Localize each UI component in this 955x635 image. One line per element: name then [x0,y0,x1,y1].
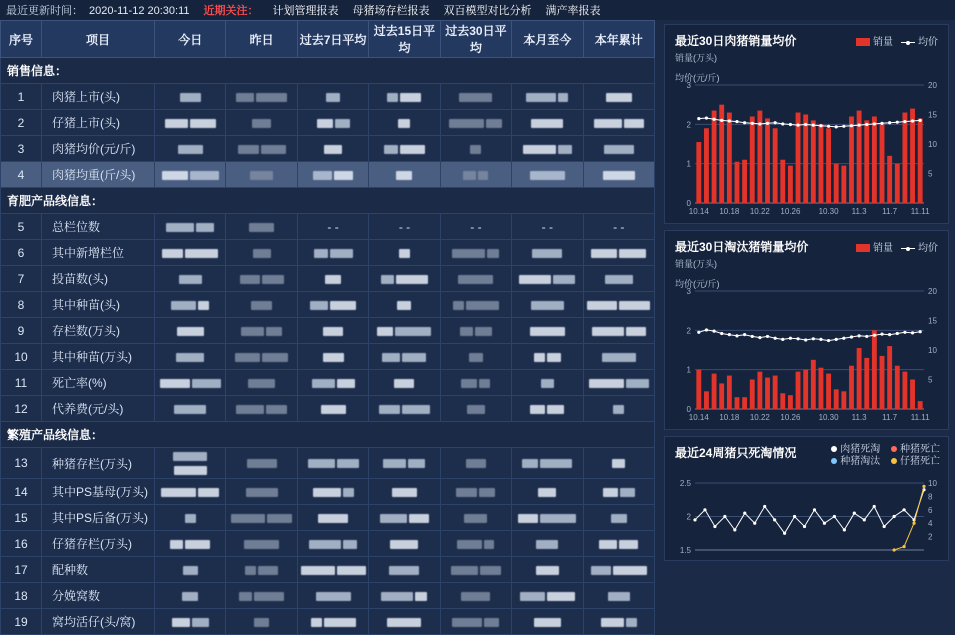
legend-bar-sales-2: 销量 [856,239,893,254]
svg-text:10.22: 10.22 [749,413,770,422]
section-title: 销售信息： [1,58,655,84]
row-value-cell [440,162,511,188]
chart1-title: 最近30日肉猪销量均价 [675,34,797,48]
row-value-cell [155,479,226,505]
row-item-name: 其中种苗(万头) [42,344,155,370]
svg-text:15: 15 [928,316,937,326]
row-value-cell [583,162,654,188]
legend-piglet-death: 仔猪死亡 [891,456,940,467]
row-value-cell [155,318,226,344]
svg-text:5: 5 [928,169,933,179]
link-sow-farm-report[interactable]: 母猪场存栏报表 [352,5,430,17]
table-row[interactable] [1,136,655,162]
svg-text:10: 10 [928,140,937,149]
svg-text:11.7: 11.7 [882,207,898,216]
row-index: 16 [1,531,42,557]
chart3-title: 最近24周猪只死淘情况 [675,446,797,460]
row-value-cell [369,479,440,505]
svg-text:10.18: 10.18 [719,207,740,216]
row-value-cell [440,240,511,266]
row-value-cell [512,110,583,136]
svg-text:2: 2 [928,532,933,542]
row-value-cell [369,240,440,266]
row-index: 14 [1,479,42,505]
row-value-cell [583,344,654,370]
table-row[interactable] [1,240,655,266]
row-value-cell [512,479,583,505]
svg-text:20: 20 [928,287,937,296]
row-item-name: 仔猪上市(头) [42,110,155,136]
row-value-cell [369,318,440,344]
table-section-header [1,422,655,448]
row-value-cell [297,240,368,266]
table-row[interactable] [1,214,655,240]
row-value-cell [226,505,297,531]
svg-text:10: 10 [928,479,937,488]
row-value-cell [297,110,368,136]
col-avg15: 过去15日平均 [369,21,440,58]
row-value-cell [226,448,297,479]
table-row[interactable] [1,531,655,557]
row-value-cell [583,479,654,505]
row-value-cell [512,531,583,557]
row-value-cell [297,557,368,583]
row-value-cell [226,557,297,583]
row-value-cell [583,370,654,396]
row-value-cell [297,479,368,505]
chart2-ylabel: 销量(万头) [675,259,717,269]
svg-text:11.11: 11.11 [910,207,930,216]
row-value-cell [583,110,654,136]
link-plan-report[interactable]: 计划管理报表 [272,5,339,17]
row-value-cell [369,609,440,635]
update-label: 最近更新时间： [6,5,83,17]
row-value-cell [440,292,511,318]
row-value-cell [155,136,226,162]
svg-text:10.18: 10.18 [719,413,740,422]
row-value-cell: - - [440,214,511,240]
legend-line-price: 均价 [901,33,938,48]
col-month: 本月至今 [512,21,583,58]
row-index: 2 [1,110,42,136]
chart3-legend [831,444,940,468]
row-index: 15 [1,505,42,531]
row-value-cell [512,162,583,188]
row-value-cell [155,505,226,531]
row-value-cell [226,240,297,266]
legend-line-price-2: 均价 [901,239,938,254]
row-value-cell [226,318,297,344]
row-value-cell [155,84,226,110]
table-row[interactable] [1,448,655,479]
row-value-cell [297,505,368,531]
row-index: 7 [1,266,42,292]
row-value-cell [583,609,654,635]
row-value-cell [583,448,654,479]
row-value-cell [440,84,511,110]
row-index: 10 [1,344,42,370]
row-item-name: 投苗数(头) [42,266,155,292]
chart2-title: 最近30日淘汰猪销量均价 [675,240,809,254]
row-value-cell [226,609,297,635]
row-value-cell [297,531,368,557]
table-row[interactable] [1,609,655,635]
svg-text:10.22: 10.22 [749,207,770,216]
row-index: 9 [1,318,42,344]
row-value-cell [297,344,368,370]
row-value-cell [583,531,654,557]
legend-boar-cull: 种猪淘汰 [831,456,880,467]
row-value-cell [512,505,583,531]
svg-text:0: 0 [686,199,691,208]
row-item-name: 总栏位数 [42,214,155,240]
chart2-y2label: 均价(元/斤) [675,279,720,289]
row-value-cell [155,583,226,609]
row-value-cell [155,370,226,396]
table-row[interactable] [1,583,655,609]
row-value-cell [226,162,297,188]
svg-text:10.14: 10.14 [688,207,709,216]
row-value-cell [440,370,511,396]
row-value-cell [297,396,368,422]
table-section-header [1,58,655,84]
row-value-cell [226,110,297,136]
section-title: 繁殖产品线信息： [1,422,655,448]
svg-text:2: 2 [686,326,691,336]
table-section-header [1,188,655,214]
row-value-cell [512,396,583,422]
row-index: 18 [1,583,42,609]
col-avg7: 过去7日平均 [297,21,368,58]
row-value-cell [583,505,654,531]
row-item-name: 肉猪均重(斤/头) [42,162,155,188]
row-value-cell [440,448,511,479]
col-avg30: 过去30日平均 [440,21,511,58]
row-value-cell [512,583,583,609]
row-value-cell [512,609,583,635]
top-status-bar [0,0,955,20]
svg-text:3: 3 [686,287,691,296]
row-value-cell [583,318,654,344]
table-row[interactable] [1,162,655,188]
row-value-cell [440,396,511,422]
row-value-cell: - - [583,214,654,240]
row-value-cell [297,370,368,396]
svg-text:11.11: 11.11 [910,413,930,422]
row-value-cell [226,136,297,162]
row-value-cell [440,609,511,635]
svg-text:8: 8 [928,492,933,502]
row-value-cell [369,448,440,479]
focus-label: 近期关注： [203,5,259,17]
col-item: 项目 [42,21,155,58]
row-index: 12 [1,396,42,422]
table-row[interactable] [1,84,655,110]
row-value-cell [440,505,511,531]
row-value-cell [155,240,226,266]
row-value-cell [155,162,226,188]
row-value-cell [440,557,511,583]
svg-text:0: 0 [686,405,691,414]
row-value-cell [440,344,511,370]
svg-text:20: 20 [928,81,937,90]
chart1-y2label: 均价(元/斤) [675,73,720,83]
row-value-cell [369,110,440,136]
row-value-cell [369,557,440,583]
row-index: 4 [1,162,42,188]
chart2-legend [856,239,938,254]
row-value-cell [583,583,654,609]
svg-text:4: 4 [928,519,933,529]
table-header-row [1,21,655,58]
row-value-cell: - - [512,214,583,240]
row-index: 13 [1,448,42,479]
row-value-cell: - - [297,214,368,240]
row-item-name: 配种数 [42,557,155,583]
row-item-name: 代养费(元/头) [42,396,155,422]
row-item-name: 肉猪均价(元/斤) [42,136,155,162]
link-model-compare[interactable]: 双百模型对比分析 [443,5,532,17]
row-value-cell [583,292,654,318]
row-value-cell [369,505,440,531]
update-time-block [6,2,190,18]
row-value-cell [369,396,440,422]
row-value-cell [512,266,583,292]
row-value-cell [226,583,297,609]
row-index: 6 [1,240,42,266]
col-today: 今日 [155,21,226,58]
row-value-cell: - - [369,214,440,240]
row-value-cell [512,136,583,162]
row-item-name: 其中PS后备(万头) [42,505,155,531]
chart-panel-mortality [664,436,949,561]
row-value-cell [155,214,226,240]
svg-text:11.3: 11.3 [851,413,867,422]
row-index: 1 [1,84,42,110]
row-value-cell [155,609,226,635]
table-row[interactable] [1,505,655,531]
row-index: 3 [1,136,42,162]
row-value-cell [226,292,297,318]
table-row[interactable] [1,557,655,583]
row-item-name: 死亡率(%) [42,370,155,396]
row-value-cell [440,318,511,344]
metrics-table-panel [0,20,660,629]
row-value-cell [583,84,654,110]
legend-bar-sales: 销量 [856,33,893,48]
row-value-cell [226,344,297,370]
row-value-cell [297,583,368,609]
row-value-cell [369,136,440,162]
table-row[interactable] [1,292,655,318]
row-value-cell [155,110,226,136]
row-value-cell [512,344,583,370]
row-item-name: 肉猪上市(头) [42,84,155,110]
link-capacity-report[interactable]: 满产率报表 [545,5,601,17]
row-value-cell [155,266,226,292]
svg-text:5: 5 [928,375,933,385]
svg-text:11.7: 11.7 [882,413,898,422]
svg-text:15: 15 [928,110,937,120]
row-value-cell [583,136,654,162]
charts-column [660,20,955,563]
chart1-legend [856,33,938,48]
row-value-cell [440,531,511,557]
row-value-cell [226,214,297,240]
row-value-cell [440,110,511,136]
row-value-cell [297,84,368,110]
row-item-name: 其中种苗(头) [42,292,155,318]
row-value-cell [226,370,297,396]
row-value-cell [155,396,226,422]
row-value-cell [512,318,583,344]
row-value-cell [369,531,440,557]
row-index: 11 [1,370,42,396]
row-value-cell [226,84,297,110]
row-value-cell [512,448,583,479]
svg-text:11.3: 11.3 [851,207,867,216]
table-row[interactable] [1,370,655,396]
row-value-cell [297,448,368,479]
row-value-cell [297,162,368,188]
row-value-cell [297,318,368,344]
row-value-cell [226,266,297,292]
svg-text:10.30: 10.30 [818,207,839,216]
row-value-cell [155,292,226,318]
metrics-table [0,20,655,635]
chart1-ylabel: 销量(万头) [675,53,717,63]
row-value-cell [155,531,226,557]
row-value-cell [583,240,654,266]
row-item-name: 窝均活仔(头/窝) [42,609,155,635]
row-item-name: 存栏数(万头) [42,318,155,344]
row-value-cell [440,136,511,162]
svg-text:10.26: 10.26 [780,207,801,216]
row-item-name: 分娩窝数 [42,583,155,609]
table-body [1,58,655,635]
row-value-cell [369,370,440,396]
row-value-cell [297,266,368,292]
legend-hog-mortality: 肉猪死淘 [831,444,880,455]
row-value-cell [512,292,583,318]
row-value-cell [155,557,226,583]
row-value-cell [369,84,440,110]
row-item-name: 种猪存栏(万头) [42,448,155,479]
row-value-cell [226,531,297,557]
row-value-cell [512,370,583,396]
table-row[interactable] [1,318,655,344]
svg-text:10: 10 [928,346,937,355]
table-row[interactable] [1,396,655,422]
section-title: 育肥产品线信息： [1,188,655,214]
svg-text:1.5: 1.5 [679,546,691,555]
svg-text:2: 2 [686,120,691,130]
row-value-cell [226,396,297,422]
row-value-cell [369,162,440,188]
svg-text:10.26: 10.26 [780,413,801,422]
row-index: 19 [1,609,42,635]
row-value-cell [512,84,583,110]
svg-text:10.14: 10.14 [688,413,709,422]
row-index: 8 [1,292,42,318]
row-value-cell [155,448,226,479]
svg-text:10.30: 10.30 [818,413,839,422]
col-index: 序号 [1,21,42,58]
table-row[interactable] [1,110,655,136]
row-value-cell [226,479,297,505]
row-value-cell [369,292,440,318]
row-value-cell [583,266,654,292]
row-item-name: 其中新增栏位 [42,240,155,266]
svg-text:3: 3 [686,81,691,90]
row-value-cell [369,583,440,609]
row-value-cell [297,136,368,162]
table-row[interactable] [1,344,655,370]
row-value-cell [369,266,440,292]
table-row[interactable] [1,266,655,292]
svg-text:2.5: 2.5 [679,479,691,488]
row-value-cell [512,557,583,583]
svg-text:2: 2 [686,512,691,522]
chart-panel-hog-sales [664,24,949,224]
row-index: 5 [1,214,42,240]
row-value-cell [297,609,368,635]
svg-text:1: 1 [686,159,691,169]
row-item-name: 仔猪存栏(万头) [42,531,155,557]
row-value-cell [440,583,511,609]
svg-text:6: 6 [928,505,933,515]
row-value-cell [369,344,440,370]
row-value-cell [440,479,511,505]
update-time: 2020-11-12 20:30:11 [89,5,190,17]
row-value-cell [440,266,511,292]
row-value-cell [512,240,583,266]
legend-boar-death: 种猪死亡 [891,444,940,455]
row-value-cell [297,292,368,318]
table-row[interactable] [1,479,655,505]
row-item-name: 其中PS基母(万头) [42,479,155,505]
chart-panel-cull-sales [664,230,949,430]
row-value-cell [583,396,654,422]
row-index: 17 [1,557,42,583]
col-year: 本年累计 [583,21,654,58]
row-value-cell [583,557,654,583]
col-yesterday: 昨日 [226,21,297,58]
svg-text:1: 1 [686,365,691,375]
row-value-cell [155,344,226,370]
